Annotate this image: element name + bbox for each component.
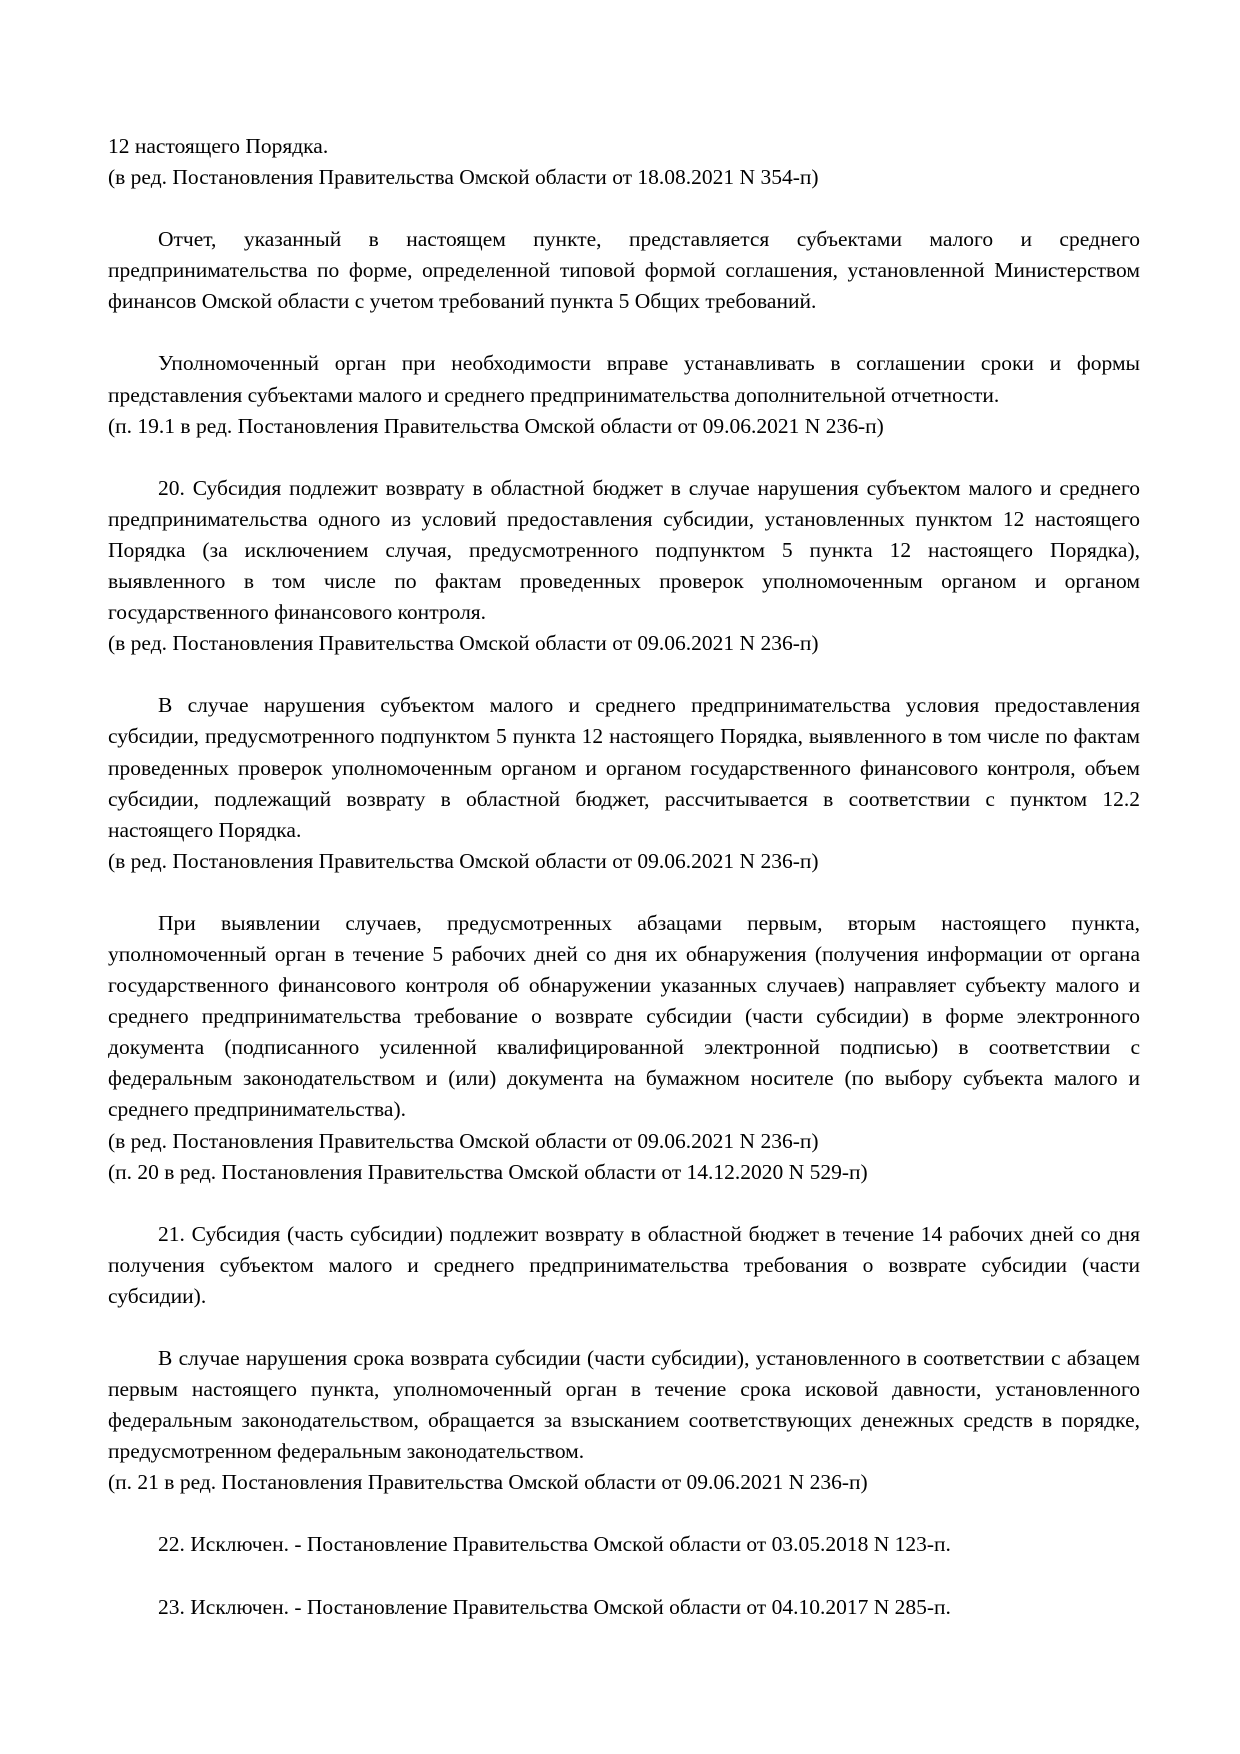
- amendment-reference-p191-236p: (п. 19.1 в ред. Постановления Правительства Омской области от 09.06.2021 N 236-п): [108, 413, 884, 438]
- amendment-reference-20-236p: (в ред. Постановления Правительства Омской области от 09.06.2021 N 236-п): [108, 631, 819, 656]
- block-spacer: [108, 659, 1140, 690]
- block-spacer: [108, 1312, 1140, 1343]
- numbered-item-21: 21. Субсидия (часть субсидии) подлежит возврату в областной бюджет в течение 14 рабочих дней со дня получения субъектом малого и среднего предпринимательства требования о возврате субсидии (части субсидии).: [108, 1221, 1140, 1308]
- amendment-reference-p20-529p: (п. 20 в ред. Постановления Правительства Омской области от 14.12.2020 N 529-п): [108, 1159, 868, 1184]
- paragraph-otchet: Отчет, указанный в настоящем пункте, представляется субъектами малого и среднего предпринимательства по форме, определенной типовой формой соглашения, установленной Министерством финансов Омской области с учетом требований пункта 5 Общих требований.: [108, 227, 1140, 314]
- paragraph-continuation-line: 12 настоящего Порядка.: [108, 134, 329, 158]
- block-spacer: [108, 193, 1140, 224]
- block-spacer: [108, 317, 1140, 348]
- amendment-reference-p21-236p: (п. 21 в ред. Постановления Правительства Омской области от 09.06.2021 N 236-п): [108, 1470, 868, 1495]
- block-spacer: [108, 1498, 1140, 1529]
- paragraph-v-sluchae-narusheniya: В случае нарушения субъектом малого и среднего предпринимательства условия предоставления субсидии, предусмотренного подпунктом 5 пункта 12 настоящего Порядка, выявленного в том числе по фактам проведенных проверок уполномоченным органом и органом государственного финансового контроля, объем субсидии, подлежащий возврату в областной бюджет, рассчитывается в соответствии с пунктом 12.2 настоящего Порядка.: [108, 693, 1140, 842]
- amendment-reference-354p: (в ред. Постановления Правительства Омской области от 18.08.2021 N 354-п): [108, 165, 819, 190]
- numbered-item-23: 23. Исключен. - Постановление Правительства Омской области от 04.10.2017 N 285-п.: [158, 1594, 951, 1619]
- block-spacer: [108, 442, 1140, 473]
- paragraph-narushenie-sroka: В случае нарушения срока возврата субсидии (части субсидии), установленного в соответствии с абзацем первым настоящего пункта, уполномоченный орган в течение срока исковой давности, установленного федеральным законодательством, обращается за взысканием соответствующих денежных средств в порядке, предусмотренном федеральным законодательством.: [108, 1346, 1140, 1464]
- block-spacer: [108, 877, 1140, 908]
- block-spacer: [108, 1561, 1140, 1592]
- page-text-column: [108, 131, 1140, 1623]
- numbered-item-20: 20. Субсидия подлежит возврату в областной бюджет в случае нарушения субъектом малого и среднего предпринимательства одного из условий предоставления субсидии, установленных пунктом 12 настоящего Порядка (за исключением случая, предусмотренного подпунктом 5 пункта 12 настоящего Порядка), выявленного в том числе по фактам проведенных проверок уполномоченным органом и органом государственного финансового контроля.: [108, 475, 1140, 625]
- block-spacer: [108, 1188, 1140, 1219]
- paragraph-upolnomochennyy-organ: Уполномоченный орган при необходимости вправе устанавливать в соглашении сроки и формы представления субъектами малого и среднего предпринимательства дополнительной отчетности.: [108, 351, 1140, 407]
- amendment-reference-narushenie-236p: (в ред. Постановления Правительства Омской области от 09.06.2021 N 236-п): [108, 848, 819, 873]
- numbered-item-22: 22. Исключен. - Постановление Правительства Омской области от 03.05.2018 N 123-п.: [158, 1532, 951, 1557]
- amendment-reference-vyyavlenie-236p: (в ред. Постановления Правительства Омской области от 09.06.2021 N 236-п): [108, 1128, 819, 1153]
- paragraph-pri-vyyavlenii: При выявлении случаев, предусмотренных абзацами первым, вторым настоящего пункта, уполномоченный орган в течение 5 рабочих дней со дня их обнаружения (получения информации от органа государственного финансового контроля об обнаружении указанных случаев) направляет субъекту малого и среднего предпринимательства требование о возврате субсидии (части субсидии) в форме электронного документа (подписанного усиленной квалифицированной электронной подписью) в соответствии с федеральным законодательством и (или) документа на бумажном носителе (по выбору субъекта малого и среднего предпринимательства).: [108, 910, 1140, 1122]
